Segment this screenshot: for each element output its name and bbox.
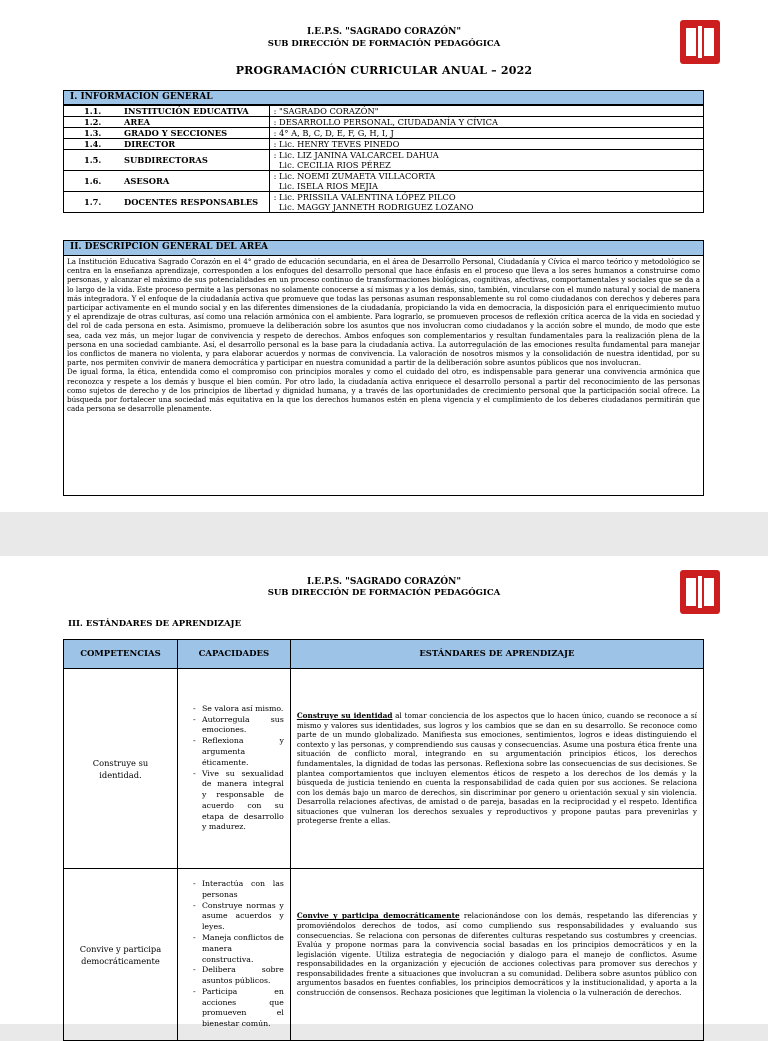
info-row-number: 1.7.	[84, 197, 102, 207]
info-row-number: 1.1.	[84, 106, 102, 116]
standards-table	[63, 639, 704, 1041]
competencia-cell: Convive y participa democráticamente	[64, 869, 178, 1041]
info-row-number: 1.6.	[84, 176, 102, 186]
competencia-cell: Construye su identidad.	[64, 669, 178, 869]
info-row-value: : Lic. NOEMI ZUMAETA VILLACORTA	[273, 171, 436, 181]
info-row	[64, 117, 704, 128]
info-row-label: INSTITUCIÓN EDUCATIVA	[124, 106, 249, 116]
section-heading-info: I. INFORMACIÓN GENERAL	[63, 90, 704, 105]
document-page-2	[0, 556, 768, 1029]
info-row	[64, 106, 704, 117]
info-row-value: Lic. MAGGY JANNETH RODRIGUEZ LOZANO	[273, 202, 474, 212]
capacidad-item: - Participa en acciones que promueven el bienestar común.	[202, 987, 284, 1030]
school-name: I.E.P.S. "SAGRADO CORAZÓN"	[306, 27, 462, 37]
capacidad-item: - Delibera sobre asuntos públicos.	[202, 965, 284, 987]
info-row-number: 1.4.	[84, 139, 102, 149]
estandar-text: relacionándose con los demás, respetando las diferencias y promoviéndolos derechos de todos, así como cumpliendo sus responsabilidades y evaluando sus consecuencias. Se relaciona con personas de diferentes culturas respetando sus costumbres y creencias. Evalúa y propone normas para la convivencia social basadas en los principios democráticos y en la legislación vigente. Utiliza estrategia de negociación y dialogo para el manejo de conflictos. Asume responsabilidades en la organización y ejecución de acciones colectivas para promover sus derechos y responsabilidades frente a situaciones que involucran a su comunidad. Delibera sobre asuntos público con argumentos basados en fuentes confiables, los principios democráticos y la institucionalidad, y aporta a la construcción de consensos. Rechaza posiciones que legitiman la violencia o la vulneración de derechos.	[296, 911, 697, 998]
document-title: PROGRAMACIÓN CURRICULAR ANUAL – 2022	[235, 64, 533, 77]
info-row-value: : Lic. HENRY TEVES PINEDO	[273, 139, 400, 149]
info-row-value: : Lic. LIZ JANINA VALCARCEL DAHUA	[273, 150, 439, 160]
section-heading-description: II. DESCRIPCIÓN GENERAL DEL AREA	[63, 240, 704, 256]
estandar-cell	[290, 669, 703, 869]
section-heading-standards: III. ESTÁNDARES DE APRENDIZAJE	[68, 619, 242, 629]
info-row-value: : 4° A, B, C, D, E, F, G, H, I, J	[273, 128, 394, 138]
info-table	[63, 105, 704, 213]
estandar-text: al tomar conciencia de los aspectos que lo hacen único, cuando se reconoce a sí mismo y valores sus identidades, sus logros y los cambios que se dan en su desarrollo. Se reconoce como parte de un mundo globalizado. Manifiesta sus emociones, sentimientos, logros e ideas distinguiendo el contexto y las personas, y comprendiendo sus causas y consecuencias. Asume una postura ética frente una situación de conflicto moral, integrando en su argumentación principios éticos, los derechos fundamentales, la dignidad de todas las personas. Reflexiona sobre las consecuencias de sus decisiones. Se plantea comportamientos que incluyen elementos éticos de respeto a los derechos de los demás y la búsqueda de justicia teniendo en cuenta la responsabilidad de cada quien por sus acciones. Se relaciona con los demás bajo un marco de derechos, sin discriminar por genero u orientación sexual y sin violencia. Desarrolla relaciones afectivas, de amistad o de pareja, basadas en la reciprocidad y el respeto. Identifica situaciones que vulneran los derechos sexuales y reproductivos y propone pautas para prevenirlas y protegerse frente a ellas.	[296, 710, 697, 826]
office-name-page2: SUB DIRECCIÓN DE FORMACIÓN PEDAGÓGICA	[267, 588, 501, 598]
column-header-estandares: ESTÁNDARES DE APRENDIZAJE	[290, 640, 703, 669]
school-logo-icon	[680, 20, 720, 64]
capacidad-item: - Reflexiona y argumenta éticamente.	[202, 736, 284, 768]
column-header-competencias: COMPETENCIAS	[64, 640, 178, 669]
area-description	[63, 256, 704, 496]
info-row	[64, 150, 704, 171]
capacidad-item: - Construye normas y asume acuerdos y leyes.	[202, 901, 284, 933]
info-row-label: AREA	[124, 117, 151, 127]
estandar-lead: Construye su identidad	[296, 710, 393, 720]
estandar-cell	[290, 869, 703, 1041]
info-row-number: 1.3.	[84, 128, 102, 138]
info-row-value: Lic. CECILIA RIOS PÉREZ	[273, 160, 391, 170]
info-row-value: : Lic. PRISSILA VALENTINA LÓPEZ PILCO	[273, 192, 456, 202]
info-row-value: : "SAGRADO CORAZÓN"	[273, 106, 379, 116]
standard-row	[64, 669, 704, 869]
info-row-label: DOCENTES RESPONSABLES	[124, 197, 259, 207]
estandar-lead: Convive y participa democráticamente	[296, 911, 460, 921]
capacidad-item: - Maneja conflictos de manera constructiva.	[202, 933, 284, 965]
capacidad-item: - Interactúa con las personas	[202, 879, 284, 901]
info-row	[64, 171, 704, 192]
capacidad-item: - Autorregula sus emociones.	[202, 715, 284, 737]
info-row	[64, 139, 704, 150]
standard-row	[64, 869, 704, 1041]
capacidad-item: - Vive su sexualidad de manera integral y responsable de acuerdo con su etapa de desarrollo y madurez.	[202, 769, 284, 834]
capacidad-item: - Se valora así mismo.	[202, 704, 284, 715]
column-header-capacidades: CAPACIDADES	[177, 640, 290, 669]
school-name-page2: I.E.P.S. "SAGRADO CORAZÓN"	[306, 577, 462, 587]
info-row-number: 1.2.	[84, 117, 102, 127]
info-row-value: : DESARROLLO PERSONAL, CIUDADANÍA Y CÍVICA	[273, 117, 499, 127]
school-logo-icon	[680, 570, 720, 614]
description-paragraph-1: La Institución Educativa Sagrado Corazón en el 4° grado de educación secundaria, en el área de Desarrollo Personal, Ciudadanía y Cívica el marco teórico y metodológico se centra en la enseñanza aprendizaje, corresponden a los enfoques del desarrollo personal que hace énfasis en el proceso que lleva a los seres humanos a construirse como personas, y alcanzar el máximo de sus potencialidades en un proceso continuo de transformaciones biológicas, cognitivas, afectivas, comportamentales y sociales que se da a lo largo de la vida. Este proceso permite a las personas no solamente conocerse a sí mismas y a los demás, sino, también, vincularse con el mundo natural y social de manera más integradora. Y el enfoque de la ciudadanía activa que promueve que todas las personas asuman responsablemente su rol como ciudadanos con derechos y deberes para participar activamente en el mundo social y en las diferentes dimensiones de la ciudadanía, propiciando la vida en democracia, la disposición para el enriquecimiento mutuo y el aprendizaje de otras culturas, así como una relación armónica con el ambiente. Para lograrlo, se promueven procesos de reflexión crítica acerca de la vida en sociedad y del rol de cada persona en esta. Asimismo, promueve la deliberación sobre los asuntos que nos involucran como ciudadanos y la acción sobre el mundo, de modo que este sea, cada vez más, un mejor lugar de convivencia y respeto de derechos. Ambos enfoques son complementarios y resultan fundamentales para la realización plena de la persona en una sociedad cambiante. Así, el desarrollo personal es la base para la ciudadanía activa. La autorregulación de las emociones resulta fundamental para manejar los conflictos de manera no violenta, y para elaborar acuerdos y normas de convivencia. La valoración de nosotros mismos y la consolidación de nuestra identidad, por su parte, nos permiten convivir de manera democrática y participar en nuestra comunidad a partir de la deliberación sobre asuntos públicos que nos involucran.	[67, 257, 700, 368]
info-row	[64, 192, 704, 213]
info-row-label: DIRECTOR	[124, 139, 176, 149]
info-row	[64, 128, 704, 139]
office-name: SUB DIRECCIÓN DE FORMACIÓN PEDAGÓGICA	[267, 39, 501, 49]
info-row-number: 1.5.	[84, 155, 102, 165]
capacidades-list	[188, 879, 284, 1030]
info-row-value: Lic. ISELA RIOS MEJIA	[273, 181, 378, 191]
info-row-label: GRADO Y SECCIONES	[124, 128, 228, 138]
capacidades-list	[188, 704, 284, 834]
description-paragraph-2: De igual forma, la ética, entendida como el compromiso con principios morales y como el cuidado del otro, es indispensable para generar una convivencia armónica que reconozca y respete a los demás y busque el bien común. Por otro lado, la ciudadanía activa enriquece el desarrollo personal a partir del reconocimiento de las personas como sujetos de derecho y de los principios de libertad y dignidad humana, y a través de las oportunidades de crecimiento personal que la participación social ofrece. La búsqueda por fortalecer una sociedad más equitativa en la que los derechos humanos estén en plena vigencia y el cumplimiento de los deberes ciudadanos permitirán que cada persona se desarrolle plenamente.	[67, 367, 700, 414]
info-row-label: SUBDIRECTORAS	[124, 155, 208, 165]
document-page-1	[0, 0, 768, 512]
info-row-label: ASESORA	[124, 176, 170, 186]
